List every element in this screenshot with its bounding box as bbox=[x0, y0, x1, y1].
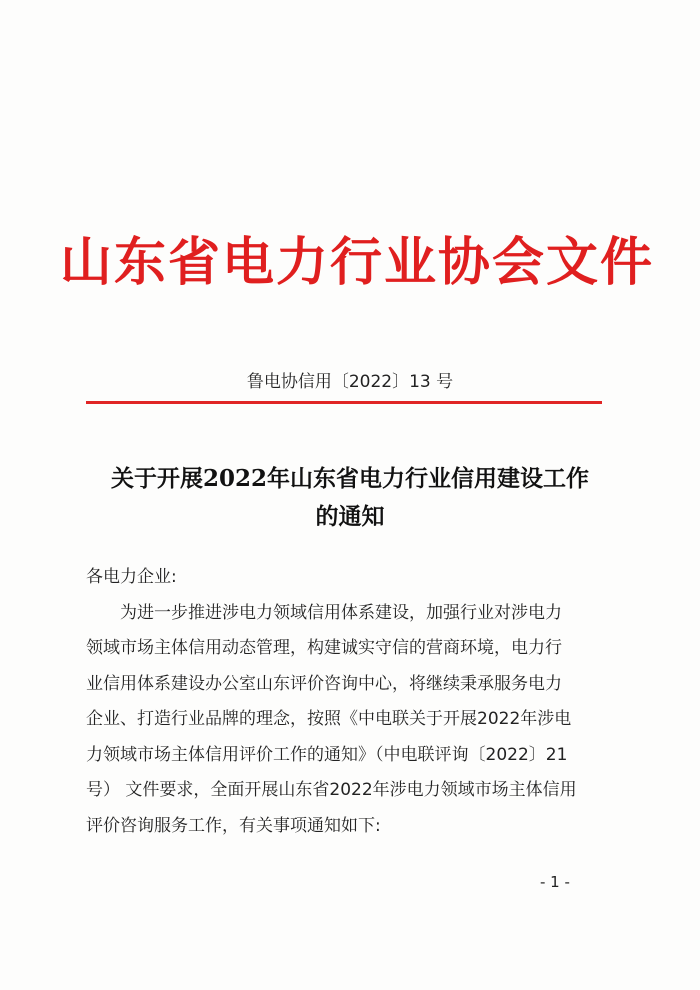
page-number: - 1 - bbox=[540, 873, 570, 891]
notice-title-line-2: 的通知 bbox=[315, 503, 385, 530]
paragraph-line: 号） 文件要求，全面开展山东省2022年涉电力领域市场主体信用 bbox=[86, 780, 577, 800]
paragraph-line: 企业、打造行业品牌的理念，按照《中电联关于开展2022年涉电 bbox=[86, 709, 572, 729]
notice-title-line-1: 关于开展2022年山东省电力行业信用建设工作 bbox=[110, 465, 589, 492]
paragraph-line: 力领域市场主体信用评价工作的通知》（中电联评询〔2022〕21 bbox=[86, 744, 568, 765]
document-number: 鲁电协信用〔2022〕13 号 bbox=[246, 372, 454, 392]
salutation: 各电力企业: bbox=[86, 567, 177, 587]
paragraph-line: 业信用体系建设办公室山东评价咨询中心，将继续秉承服务电力 bbox=[86, 673, 562, 694]
red-divider-line bbox=[86, 401, 602, 404]
masthead-title: 山东省电力行业协会文件 bbox=[60, 232, 655, 293]
notice-body bbox=[86, 560, 606, 844]
paragraph-line: 为进一步推进涉电力领域信用体系建设，加强行业对涉电力 bbox=[120, 602, 562, 623]
body-paragraph bbox=[86, 596, 606, 845]
paragraph-line: 评价咨询服务工作，有关事项通知如下: bbox=[86, 815, 381, 836]
notice-title bbox=[70, 460, 630, 536]
paragraph-line: 领域市场主体信用动态管理，构建诚实守信的营商环境，电力行 bbox=[86, 638, 562, 658]
